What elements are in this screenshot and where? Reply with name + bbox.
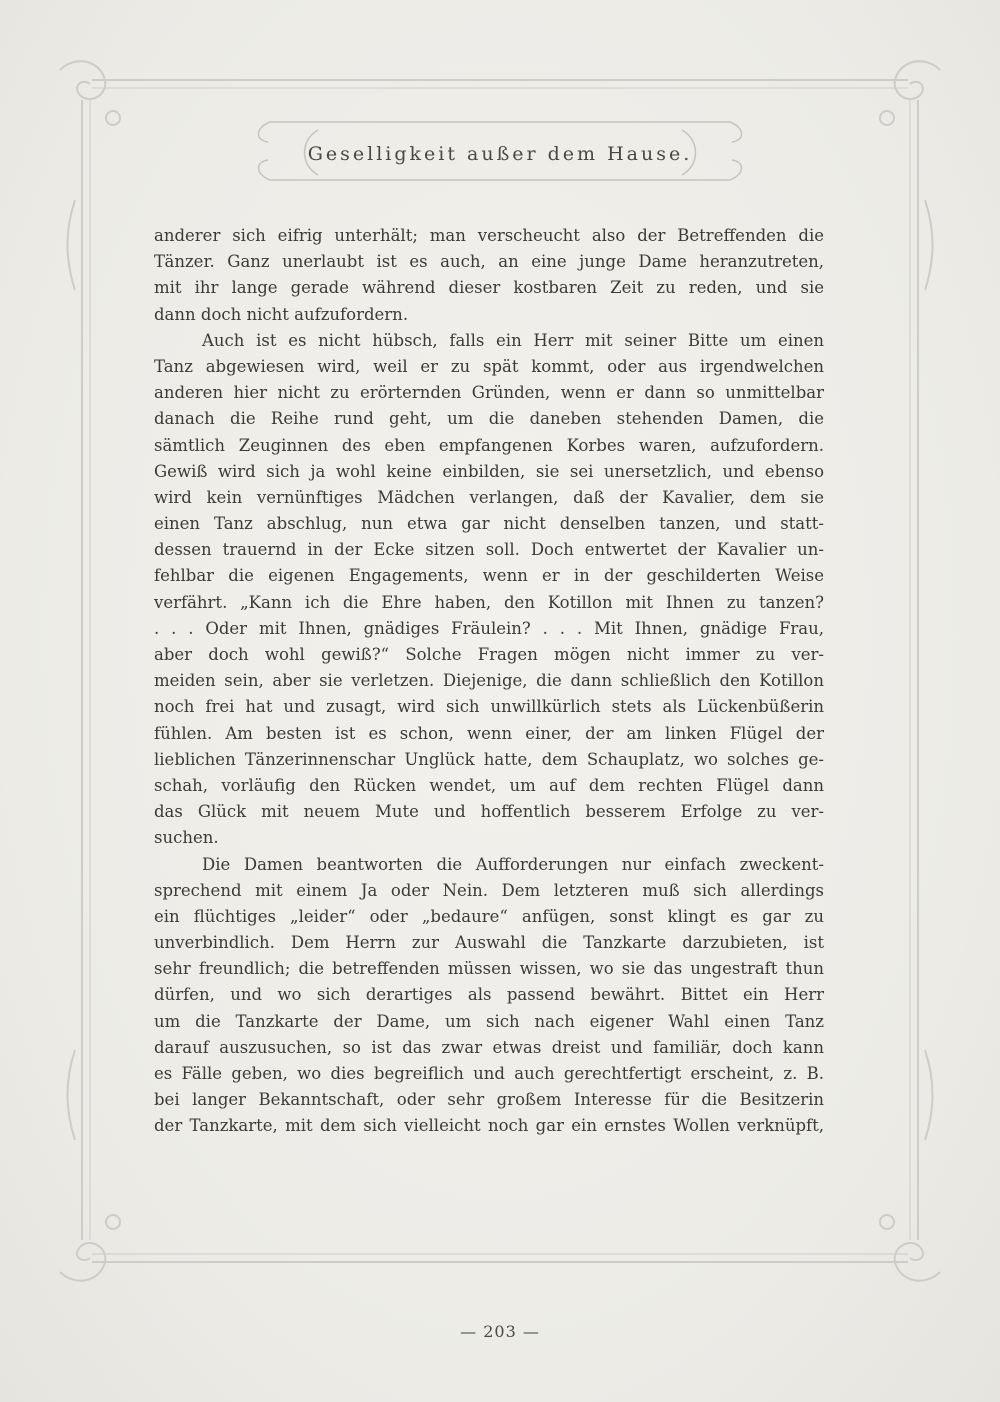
text-line: noch frei hat und zusagt, wird sich unwillkürlich stets als Lückenbüßerin [154, 697, 824, 717]
text-line: bei langer Bekanntschaft, oder sehr großem Interesse für die Besitzerin [154, 1090, 824, 1110]
text-line: lieblichen Tänzerinnenschar Unglück hatte, dem Schauplatz, wo solches ge- [154, 749, 824, 769]
text-line: unverbindlich. Dem Herrn zur Auswahl die Tanzkarte darzubieten, ist [154, 933, 824, 953]
text-line: anderen hier nicht zu erörternden Gründen, wenn er dann so unmittelbar [154, 383, 824, 403]
page-number: — 203 — [460, 1322, 540, 1341]
text-line: aber doch wohl gewiß?“ Solche Fragen mögen nicht immer zu ver- [154, 645, 824, 664]
text-line: das Glück mit neuem Mute und hoffentlich besserem Erfolge zu ver- [154, 802, 824, 822]
text-line: Tanz abgewiesen wird, weil er zu spät kommt, oder aus irgendwelchen [154, 356, 824, 376]
text-line: darauf auszusuchen, so ist das zwar etwas dreist und familiär, doch kann [154, 1037, 824, 1057]
text-line: dessen trauernd in der Ecke sitzen soll. Doch entwertet der Kavalier un- [154, 540, 824, 560]
text-line: dürfen, und wo sich derartiges als passend bewährt. Bittet ein Herr [154, 985, 824, 1005]
text-line: meiden sein, aber sie verletzen. Diejenige, die dann schließlich den Kotillon [154, 671, 824, 691]
text-line: um die Tanzkarte der Dame, um sich nach eigener Wahl einen Tanz [154, 1011, 824, 1031]
text-line: sprechend mit einem Ja oder Nein. Dem letzteren muß sich allerdings [154, 880, 824, 900]
text-line: einen Tanz abschlug, nun etwa gar nicht denselben tanzen, und statt- [154, 514, 824, 534]
text-line: schah, vorläufig den Rücken wendet, um auf dem rechten Flügel dann [154, 775, 824, 795]
text-line: mit ihr lange gerade während dieser kostbaren Zeit zu reden, und sie [154, 278, 824, 298]
text-line: der Tanzkarte, mit dem sich vielleicht noch gar ein ernstes Wollen verknüpft, [154, 1116, 824, 1136]
text-line: Gewiß wird sich ja wohl keine einbilden, sie sei unersetzlich, und ebenso [154, 461, 824, 481]
text-line: wird kein vernünftiges Mädchen verlangen, daß der Kavalier, dem sie [154, 487, 824, 507]
text-line: anderer sich eifrig unterhält; man verscheucht also der Betreffenden die [154, 226, 824, 245]
text-line: Tänzer. Ganz unerlaubt ist es auch, an eine junge Dame heranzutreten, [154, 252, 824, 272]
text-line: . . . Oder mit Ihnen, gnädiges Fräulein? . . . Mit Ihnen, gnädige Frau, [154, 618, 824, 638]
text-line: sehr freundlich; die betreffenden müssen wissen, wo sie das ungestraft thun [154, 959, 824, 979]
running-header: Geselligkeit außer dem Hause. [307, 143, 693, 165]
text-line: sämtlich Zeuginnen des eben empfangenen Korbes waren, aufzufordern. [154, 435, 824, 455]
text-line: fühlen. Am besten ist es schon, wenn einer, der am linken Flügel der [154, 723, 824, 743]
text-line: danach die Reihe rund geht, um die daneben stehenden Damen, die [154, 409, 824, 429]
text-line: ein flüchtiges „leider“ oder „bedaure“ anfügen, sonst klingt es gar zu [154, 906, 824, 926]
text-line: Die Damen beantworten die Aufforderungen nur einfach zweckent- [202, 854, 824, 874]
text-line: verfährt. „Kann ich die Ehre haben, den Kotillon mit Ihnen zu tanzen? [154, 592, 824, 612]
text-line: dann doch nicht aufzufordern. [154, 304, 409, 324]
text-line: suchen. [154, 828, 219, 848]
text-line: Auch ist es nicht hübsch, falls ein Herr mit seiner Bitte um einen [202, 330, 824, 350]
text-line: es Fälle geben, wo dies begreiflich und auch gerechtfertigt erscheint, z. B. [154, 1064, 824, 1083]
body-text [154, 223, 824, 1140]
text-line: fehlbar die eigenen Engagements, wenn er in der geschilderten Weise [154, 566, 824, 586]
